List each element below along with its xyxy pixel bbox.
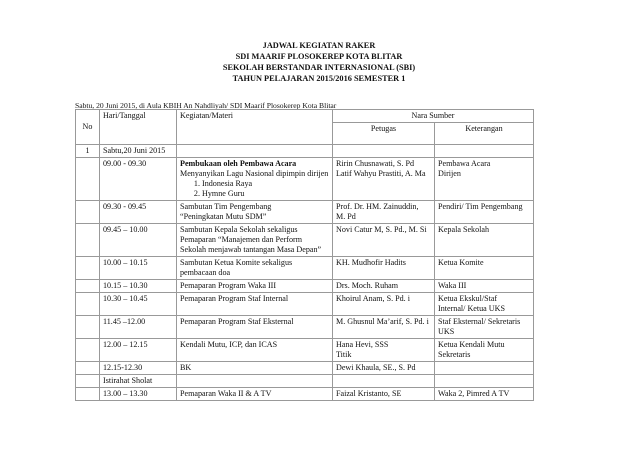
empty-cell bbox=[76, 375, 100, 388]
table-row bbox=[76, 201, 534, 224]
row-kegiatan-line: Sambutan Ketua Komite sekaligus bbox=[180, 258, 293, 267]
row-time: 10.00 – 10.15 bbox=[100, 257, 177, 280]
row-petugas bbox=[333, 257, 435, 280]
empty-cell bbox=[435, 145, 534, 158]
row-keterangan-line: Ketua Komite bbox=[438, 258, 484, 267]
row-no: 1 bbox=[76, 145, 100, 158]
row-kegiatan bbox=[177, 362, 333, 375]
row-kegiatan-line: Pemaparan Waka II & A TV bbox=[180, 389, 272, 398]
keterangan-line: Pembawa Acara bbox=[438, 159, 491, 168]
header-keterangan: Keterangan bbox=[435, 123, 534, 145]
title-line: TAHUN PELAJARAN 2015/2016 SEMESTER 1 bbox=[232, 74, 406, 83]
row-kegiatan-line: Pemaparan Program Staf Eksternal bbox=[180, 317, 294, 326]
table-row bbox=[76, 257, 534, 280]
row-keterangan-line: Ketua Ekskul/Staf bbox=[438, 294, 498, 303]
row-petugas bbox=[333, 362, 435, 375]
empty-cell bbox=[76, 201, 100, 224]
row-keterangan-line: Staf Eksternal/ Sekretaris bbox=[438, 317, 521, 326]
row-petugas-line: Drs. Moch. Ruham bbox=[336, 281, 399, 290]
header-row bbox=[76, 110, 534, 123]
opening-text: Menyanyikan Lagu Nasional dipimpin dirijen bbox=[180, 169, 329, 178]
row-kegiatan bbox=[177, 158, 333, 201]
row-kegiatan bbox=[177, 339, 333, 362]
empty-cell bbox=[76, 158, 100, 201]
row-petugas bbox=[333, 224, 435, 257]
table-row bbox=[76, 339, 534, 362]
row-keterangan bbox=[435, 375, 534, 388]
petugas-line: Ririn Chusnawati, S. Pd bbox=[336, 159, 415, 168]
header-nara-sumber: Nara Sumber bbox=[333, 110, 534, 123]
caption: Sabtu, 20 Juni 2015, di Aula KBIH An Nahdliyah/ SDI Maarif Plosokerep Kota Blitar bbox=[75, 101, 337, 110]
row-keterangan-line: Sekretaris bbox=[438, 350, 471, 359]
row-kegiatan bbox=[177, 375, 333, 388]
row-kegiatan bbox=[177, 388, 333, 401]
row-kegiatan-line: pembacaan doa bbox=[180, 268, 231, 277]
table-row bbox=[76, 280, 534, 293]
row-petugas-line: Faizal Kristanto, SE bbox=[336, 389, 402, 398]
row-kegiatan-line: Sambutan Kepala Sekolah sekaligus bbox=[180, 225, 298, 234]
song-list bbox=[180, 179, 329, 199]
list-item: 2. Hymne Guru bbox=[202, 189, 329, 199]
row-petugas bbox=[333, 316, 435, 339]
header-petugas: Petugas bbox=[333, 123, 435, 145]
row-keterangan bbox=[435, 257, 534, 280]
row-kegiatan-line: Pemaparan “Manajemen dan Perform bbox=[180, 235, 303, 244]
title-line: SEKOLAH BERSTANDAR INTERNASIONAL (SBI) bbox=[222, 63, 416, 72]
row-petugas-line: M. Pd bbox=[336, 212, 356, 221]
row-petugas-line: Titik bbox=[336, 350, 352, 359]
empty-cell bbox=[76, 293, 100, 316]
row-petugas bbox=[333, 388, 435, 401]
row-keterangan-line: Ketua Kendali Mutu bbox=[438, 340, 505, 349]
row-petugas-line: Hana Hevi, SSS bbox=[336, 340, 389, 349]
row-kegiatan bbox=[177, 257, 333, 280]
row-petugas bbox=[333, 375, 435, 388]
opening-bold: Pembukaan oleh Pembawa Acara bbox=[180, 159, 297, 168]
row-keterangan bbox=[435, 224, 534, 257]
row-kegiatan bbox=[177, 280, 333, 293]
row-petugas bbox=[333, 280, 435, 293]
empty-cell bbox=[76, 362, 100, 375]
empty-cell bbox=[333, 145, 435, 158]
row-keterangan bbox=[435, 293, 534, 316]
row-time: 09.30 - 09.45 bbox=[100, 201, 177, 224]
row-kegiatan bbox=[177, 201, 333, 224]
empty-cell bbox=[177, 145, 333, 158]
row-keterangan-line: Waka III bbox=[438, 281, 467, 290]
row-petugas bbox=[333, 339, 435, 362]
empty-cell bbox=[76, 257, 100, 280]
row-kegiatan-line: Sambutan Tim Pengembang bbox=[180, 202, 272, 211]
row-kegiatan-line: Pemaparan Program Staf Internal bbox=[180, 294, 289, 303]
table-row bbox=[76, 316, 534, 339]
row-petugas-line: Novi Catur M, S. Pd., M. Si bbox=[336, 225, 427, 234]
document-title bbox=[0, 40, 638, 84]
table-row bbox=[76, 375, 534, 388]
row-keterangan bbox=[435, 362, 534, 375]
row-time: 13.00 – 13.30 bbox=[100, 388, 177, 401]
table-row bbox=[76, 293, 534, 316]
row-keterangan-line: Waka 2, Pimred A TV bbox=[438, 389, 510, 398]
row-petugas-line: Prof. Dr. HM. Zainuddin, bbox=[336, 202, 419, 211]
row-keterangan-line: Kepala Sekolah bbox=[438, 225, 490, 234]
row-kegiatan-line: Pemaparan Program Waka III bbox=[180, 281, 277, 290]
day-row bbox=[76, 145, 534, 158]
keterangan-line: Dirijen bbox=[438, 169, 461, 178]
schedule-table bbox=[75, 109, 534, 401]
header-no: No bbox=[76, 110, 100, 145]
petugas-line: Latif Wahyu Prastiti, A. Ma bbox=[336, 169, 426, 178]
row-time: 09.45 – 10.00 bbox=[100, 224, 177, 257]
empty-cell bbox=[76, 339, 100, 362]
row-keterangan bbox=[435, 158, 534, 201]
title-line: SDI MAARIF PLOSOKEREP KOTA BLITAR bbox=[235, 52, 403, 61]
row-time: 09.00 - 09.30 bbox=[100, 158, 177, 201]
row-petugas-line: KH. Mudhofir Hadits bbox=[336, 258, 406, 267]
row-petugas-line: Khoirul Anam, S. Pd. i bbox=[336, 294, 410, 303]
title-line: JADWAL KEGIATAN RAKER bbox=[262, 41, 376, 50]
row-petugas bbox=[333, 293, 435, 316]
row-time: 10.15 – 10.30 bbox=[100, 280, 177, 293]
table-row-opening bbox=[76, 158, 534, 201]
row-petugas-line: M. Ghusnul Ma’arif, S. Pd. i bbox=[336, 317, 429, 326]
row-petugas bbox=[333, 158, 435, 201]
row-time: Istirahat Sholat bbox=[100, 375, 177, 388]
row-kegiatan bbox=[177, 224, 333, 257]
row-keterangan bbox=[435, 280, 534, 293]
row-time: 10.30 – 10.45 bbox=[100, 293, 177, 316]
row-keterangan bbox=[435, 339, 534, 362]
empty-cell bbox=[76, 316, 100, 339]
row-time: 12.00 – 12.15 bbox=[100, 339, 177, 362]
header-hari: Hari/Tanggal bbox=[100, 110, 177, 145]
row-petugas bbox=[333, 201, 435, 224]
row-keterangan bbox=[435, 388, 534, 401]
row-keterangan bbox=[435, 201, 534, 224]
row-date: Sabtu,20 Juni 2015 bbox=[100, 145, 177, 158]
header-kegiatan: Kegiatan/Materi bbox=[177, 110, 333, 145]
row-keterangan-line: UKS bbox=[438, 327, 455, 336]
table-row bbox=[76, 388, 534, 401]
row-keterangan-line: Internal/ Ketua UKS bbox=[438, 304, 505, 313]
row-kegiatan bbox=[177, 293, 333, 316]
row-kegiatan-line: BK bbox=[180, 363, 192, 372]
row-kegiatan-line: “Peningkatan Mutu SDM” bbox=[180, 212, 267, 221]
row-time: 11.45 –12.00 bbox=[100, 316, 177, 339]
row-kegiatan-line: Sekolah menjawab tantangan Masa Depan” bbox=[180, 245, 322, 254]
list-item: 1. Indonesia Raya bbox=[202, 179, 329, 189]
row-time: 12.15-12.30 bbox=[100, 362, 177, 375]
empty-cell bbox=[76, 224, 100, 257]
row-petugas-line: Dewi Khaula, SE., S. Pd bbox=[336, 363, 416, 372]
table-row bbox=[76, 224, 534, 257]
empty-cell bbox=[76, 388, 100, 401]
table-row bbox=[76, 362, 534, 375]
empty-cell bbox=[76, 280, 100, 293]
row-kegiatan-line: Kendali Mutu, ICP, dan ICAS bbox=[180, 340, 278, 349]
row-keterangan-line: Pendiri/ Tim Pengembang bbox=[438, 202, 523, 211]
row-kegiatan bbox=[177, 316, 333, 339]
row-keterangan bbox=[435, 316, 534, 339]
